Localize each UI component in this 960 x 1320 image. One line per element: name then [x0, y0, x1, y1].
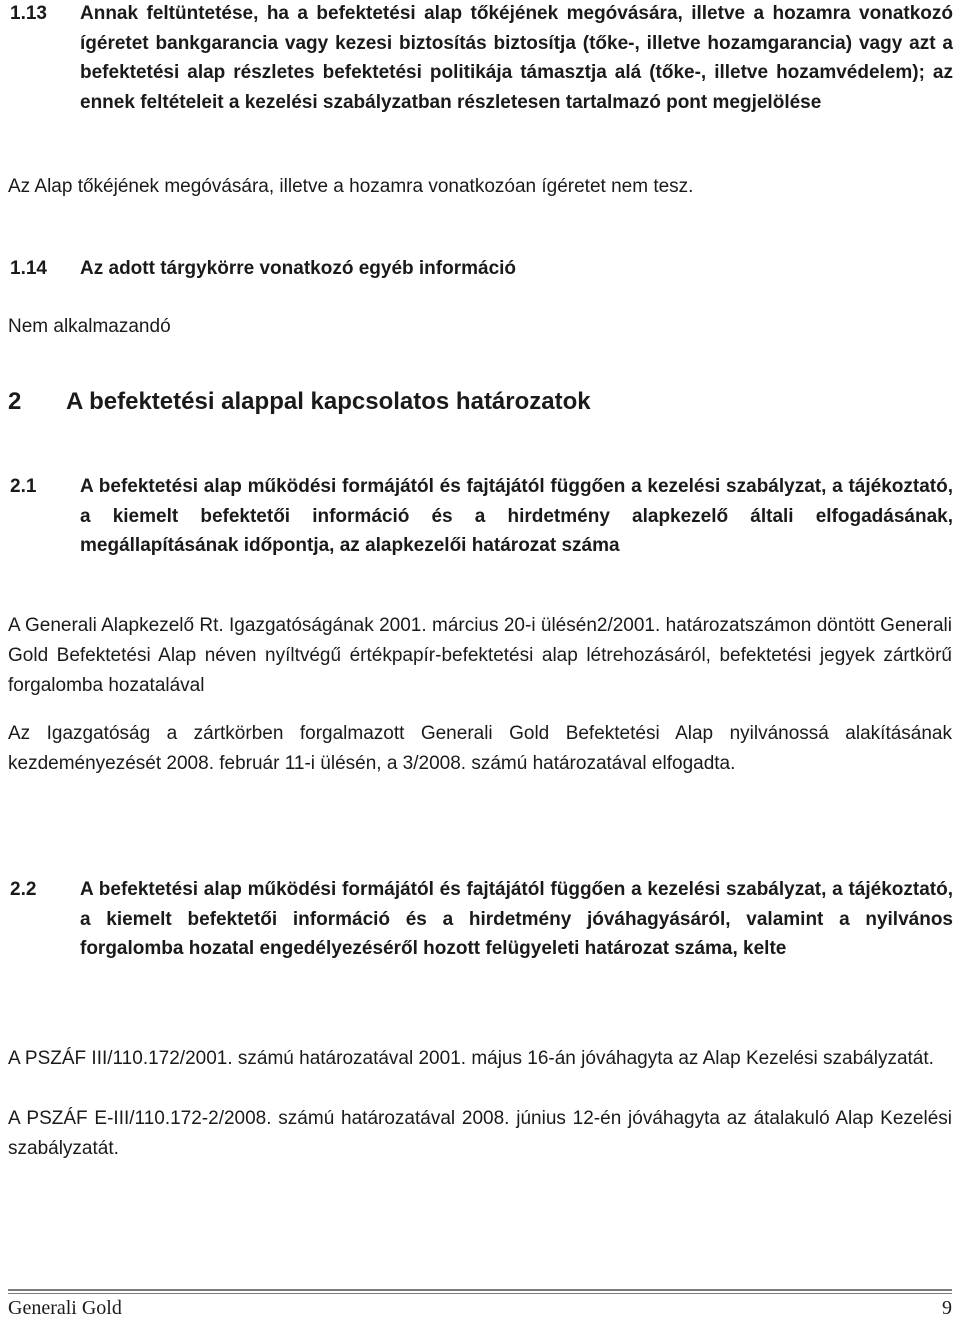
page-footer	[8, 1297, 952, 1320]
section-heading: A befektetési alap működési formájától és fajtájától függően a kezelési szabályzat, a tájékoztató, a kiemelt befektetői információ és a hirdetmény jóváhagyásáról, valamint a nyilvános forgalomba hozatal engedélyezéséről hozott felügyeleti határozat száma, kelte	[80, 879, 953, 959]
section-number: 2.1	[10, 476, 37, 497]
section-number: 1.13	[10, 3, 47, 24]
paragraph: A PSZÁF III/110.172/2001. számú határozatával 2001. május 16-án jóváhagyta az Alap Kezelési szabályzatát.	[8, 1048, 934, 1069]
paragraph: Az Igazgatóság a zártkörben forgalmazott Generali Gold Befektetési Alap nyilvánossá alakításának kezdeményezését 2008. február 11-i ülésén, a 3/2008. számú határozatával elfogadta.	[8, 723, 952, 774]
paragraph: A Generali Alapkezelő Rt. Igazgatóságának 2001. március 20-i ülésén2/2001. határozatszámon döntött Generali Gold Befektetési Alap néven nyíltvégű értékpapír-befektetési alap létrehozásáról, befektetési jegyek zártkörű forgalomba hozatalával	[8, 615, 952, 696]
footer-rule-thin	[8, 1293, 952, 1294]
section-number: 1.14	[10, 258, 47, 279]
footer-title: Generali Gold	[8, 1297, 122, 1319]
chapter-heading	[8, 388, 591, 416]
section-body: Nem alkalmazandó	[8, 316, 171, 337]
section-heading: Annak feltüntetése, ha a befektetési alap tőkéjének megóvására, illetve a hozamra vonatkozó ígéretet bankgarancia vagy kezesi biztosítás biztosítja (tőke-, illetve hozamgarancia) vagy azt a befektetési alap részletes befektetési politikája támasztja alá (tőke-, illetve hozamvédelem); az ennek feltételeit a kezelési szabályzatban részletesen tartalmazó pont megjelölése	[80, 3, 953, 113]
page-number: 9	[942, 1297, 952, 1319]
section-number: 2.2	[10, 879, 37, 900]
footer-rule	[8, 1289, 952, 1291]
chapter-number: 2	[8, 388, 22, 415]
section-heading: A befektetési alap működési formájától és fajtájától függően a kezelési szabályzat, a tájékoztató, a kiemelt befektetői információ és a hirdetmény alapkezelő általi elfogadásának, megállapításának időpontja, az alapkezelői határozat száma	[80, 476, 953, 556]
section-body: Az Alap tőkéjének megóvására, illetve a hozamra vonatkozóan ígéretet nem tesz.	[8, 176, 694, 197]
section-heading: Az adott tárgykörre vonatkozó egyéb információ	[80, 258, 517, 279]
chapter-title: A befektetési alappal kapcsolatos határozatok	[66, 388, 591, 415]
paragraph: A PSZÁF E-III/110.172-2/2008. számú határozatával 2008. június 12-én jóváhagyta az átalakuló Alap Kezelési szabályzatát.	[8, 1108, 952, 1159]
